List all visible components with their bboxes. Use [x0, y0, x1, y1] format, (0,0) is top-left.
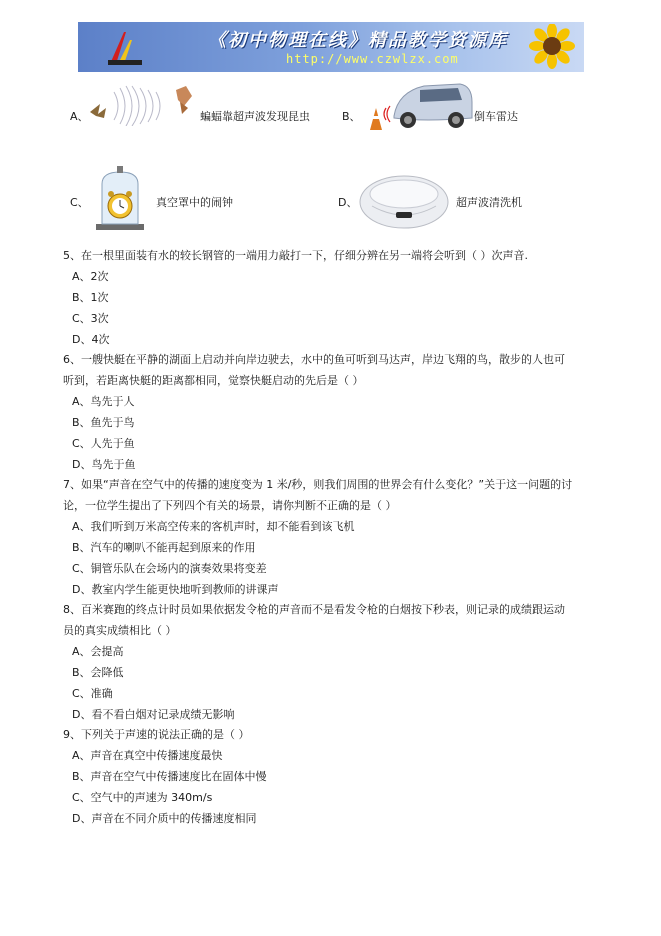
- ultrasonic-cleaner-icon: [356, 172, 452, 232]
- reversing-radar-icon: [364, 78, 474, 138]
- question-7-option: A、我们听到万米高空传来的客机声时，却不能看到该飞机: [72, 520, 355, 533]
- question-9-option: D、声音在不同介质中的传播速度相同: [72, 812, 257, 825]
- question-8-option: C、准确: [72, 687, 113, 700]
- question-6-option: C、人先于鱼: [72, 437, 135, 450]
- question-7-text: 7、如果“声音在空气中的传播的速度变为 1 米/秒，则我们周围的世界会有什么变化？”关于这一问题的讨: [63, 478, 573, 491]
- option-b-caption: 倒车雷达: [474, 110, 518, 123]
- question-6-text: 听到，若距离快艇的距离都相同，觉察快艇启动的先后是（ ）: [63, 374, 364, 387]
- option-d-letter: D、: [338, 196, 358, 209]
- question-8-option: B、会降低: [72, 666, 124, 679]
- question-8-text: 8、百米赛跑的终点计时员如果依据发令枪的声音而不是看发令枪的白烟按下秒表，则记录的成绩跟运动: [63, 603, 565, 616]
- question-5-text: 5、在一根里面装有水的较长钢管的一端用力敲打一下，仔细分辨在另一端将会听到（ ）次声音.: [63, 249, 528, 262]
- question-9-option: A、声音在真空中传播速度最快: [72, 749, 223, 762]
- question-9-option: C、空气中的声速为 340m/s: [72, 791, 213, 804]
- option-c-letter: C、: [70, 196, 89, 209]
- header-banner: [78, 22, 584, 72]
- option-a-caption: 蝙蝠靠超声波发现昆虫: [200, 110, 310, 123]
- option-c-caption: 真空罩中的闹钟: [156, 196, 233, 209]
- bat-ultrasound-icon: [88, 82, 198, 126]
- option-a-letter: A、: [70, 110, 89, 123]
- question-8-option: A、会提高: [72, 645, 124, 658]
- question-6-option: A、鸟先于人: [72, 395, 135, 408]
- question-6-text: 6、一艘快艇在平静的湖面上启动并向岸边驶去，水中的鱼可听到马达声，岸边飞翔的鸟，散步的人也可: [63, 353, 565, 366]
- option-d-caption: 超声波清洗机: [456, 196, 522, 209]
- bell-jar-alarm-clock-icon: [92, 166, 148, 232]
- question-5-option: C、3次: [72, 312, 109, 325]
- sunflower-icon: [520, 24, 580, 70]
- question-8-option: D、看不看白烟对记录成绩无影响: [72, 708, 235, 721]
- question-9-option: B、声音在空气中传播速度比在固体中慢: [72, 770, 267, 783]
- question-9-text: 9、下列关于声速的说法正确的是（ ）: [63, 728, 250, 741]
- question-5-option: D、4次: [72, 333, 110, 346]
- question-5-option: B、1次: [72, 291, 109, 304]
- question-8-text: 员的真实成绩相比（ ）: [63, 624, 177, 637]
- site-url: http://www.czwlzx.com: [286, 52, 459, 66]
- question-7-option: B、汽车的喇叭不能再起到原来的作用: [72, 541, 256, 554]
- question-6-option: B、鱼先于鸟: [72, 416, 135, 429]
- question-5-option: A、2次: [72, 270, 109, 283]
- question-7-text: 论，一位学生提出了下列四个有关的场景，请你判断不正确的是（ ）: [63, 499, 397, 512]
- question-7-option: D、教室内学生能更快地听到教师的讲课声: [72, 583, 279, 596]
- option-b-letter: B、: [342, 110, 361, 123]
- site-logo-icon: [104, 26, 146, 68]
- question-6-option: D、鸟先于鱼: [72, 458, 136, 471]
- site-title: 《初中物理在线》精品教学资源库: [208, 30, 508, 51]
- question-7-option: C、铜管乐队在会场内的演奏效果将变差: [72, 562, 267, 575]
